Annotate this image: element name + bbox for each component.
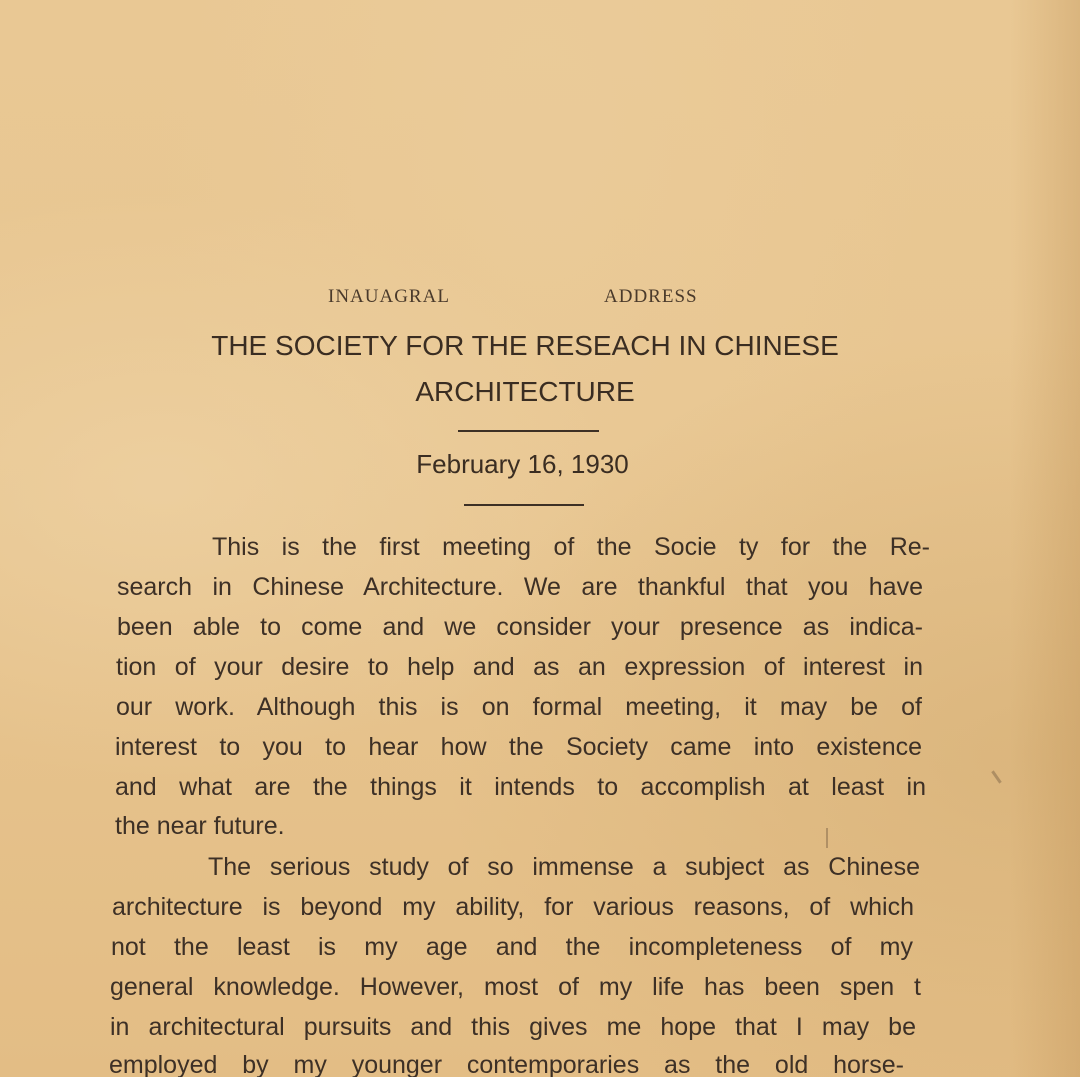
- address-date: February 16, 1930: [416, 449, 629, 479]
- date-divider: [464, 504, 584, 506]
- body-line: search in Chinese Architecture. We are thankful that you have: [117, 573, 923, 601]
- heading-word-right: ADDRESS: [604, 286, 698, 307]
- heading-word-left: INAUAGRAL: [328, 286, 450, 307]
- body-line: This is the first meeting of the Socie ty for the Re-: [212, 533, 930, 561]
- body-line: our work. Although this is on formal meeting, it may be of: [116, 693, 922, 721]
- title-line-1: THE SOCIETY FOR THE RESEACH IN CHINESE: [211, 330, 839, 361]
- body-line: architecture is beyond my ability, for various reasons, of which: [112, 893, 914, 921]
- body-line: tion of your desire to help and as an expression of interest in: [116, 653, 923, 681]
- body-line: not the least is my age and the incompleteness of my: [111, 933, 913, 961]
- page-edge-shadow: [1010, 0, 1080, 1077]
- body-line: the near future.: [115, 812, 285, 840]
- body-line: and what are the things it intends to accomplish at least in: [115, 773, 926, 801]
- body-line: general knowledge. However, most of my life has been spen t: [110, 973, 921, 1001]
- body-line: in architectural pursuits and this gives me hope that I may be: [110, 1013, 916, 1041]
- paper-speck: [826, 828, 828, 848]
- body-line: employed by my younger contemporaries as the old horse-: [109, 1051, 904, 1077]
- title-divider: [458, 430, 599, 432]
- body-line: interest to you to hear how the Society came into existence: [115, 733, 922, 761]
- paper-mark: [991, 770, 1001, 783]
- body-line: The serious study of so immense a subject as Chinese: [208, 853, 920, 881]
- title-line-2: ARCHITECTURE: [415, 376, 635, 407]
- body-line: been able to come and we consider your presence as indica-: [117, 613, 923, 641]
